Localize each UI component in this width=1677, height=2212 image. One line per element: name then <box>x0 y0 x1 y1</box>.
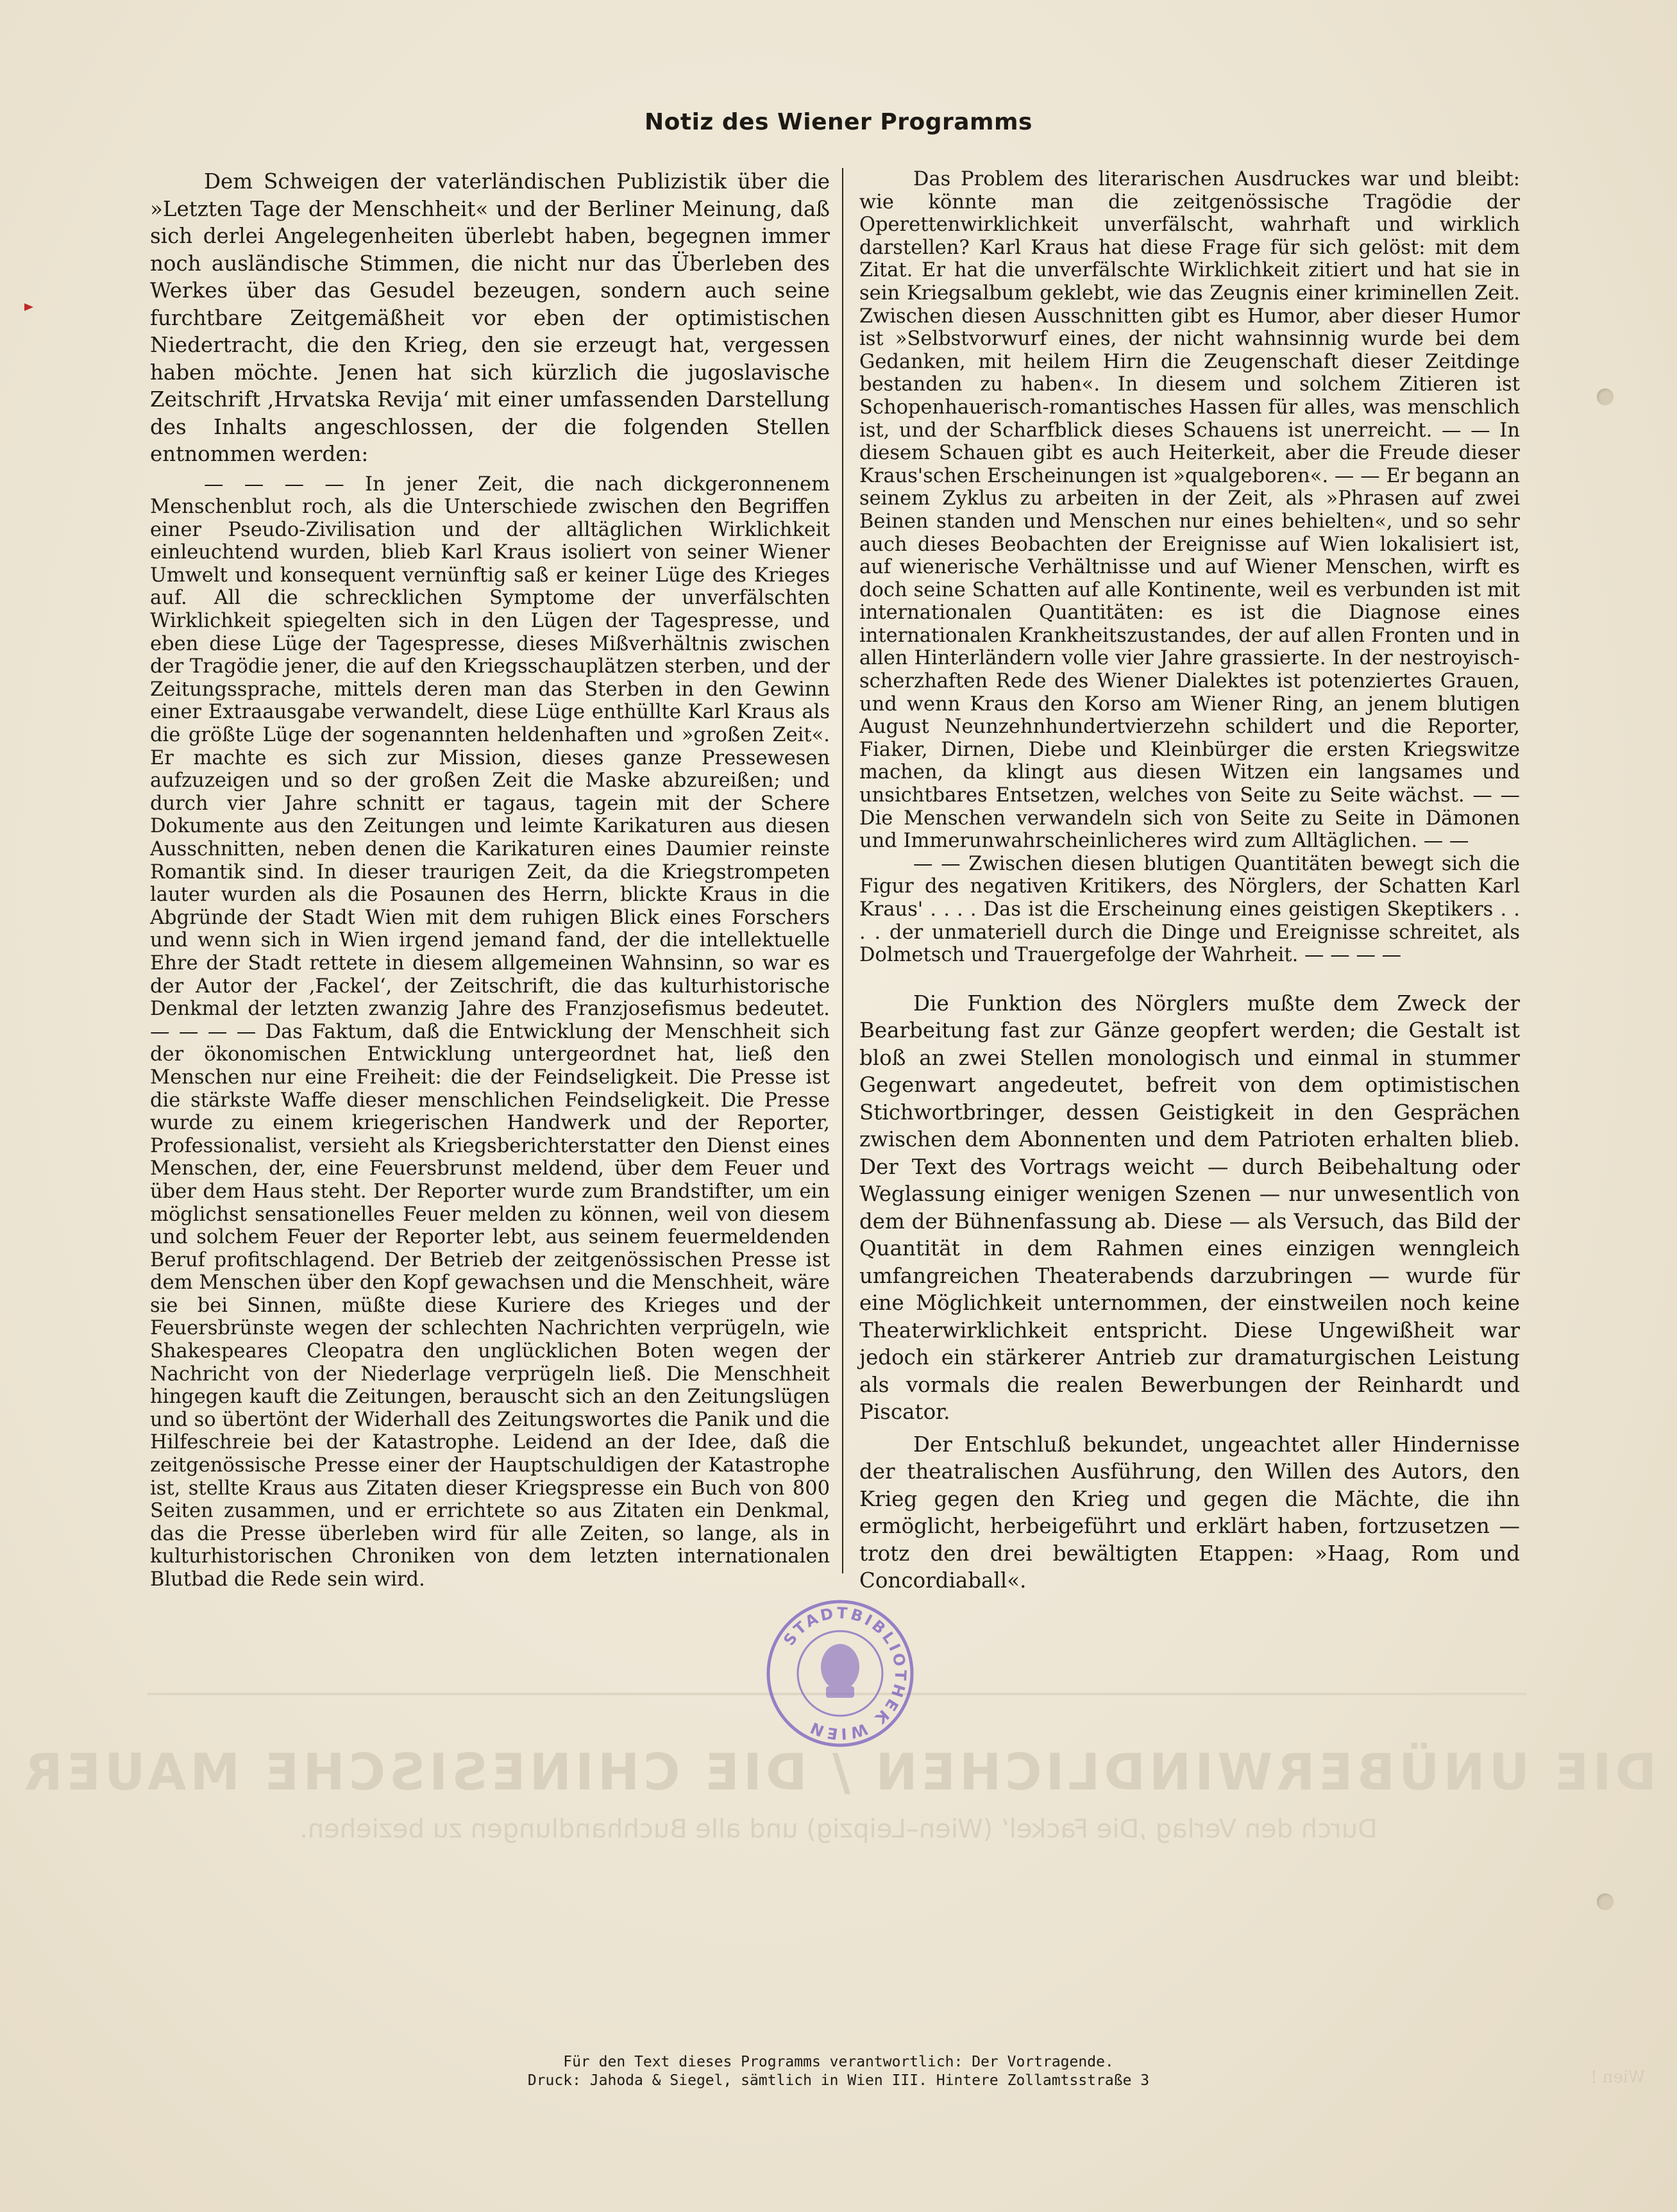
right-paragraph-1: Das Problem des literarischen Ausdruckes war und bleibt: wie könnte man die zeitgenössische Tragödie der Operettenwirklichkeit unverfälscht, wahrhaft und wirklich darstellen? Karl Kraus hat diese Frage für sich gelöst: mit dem Zitat. Er hat die unverfälschte Wirklichkeit zitiert und hat sie in sein Kriegsalbum geklebt, wie das Zeugnis einer kriminellen Zeit. Zwischen diesen Ausschnitten gibt es Humor, aber dieser Humor ist »Selbstvorwurf eines, der nicht wahnsinnig wurde bei dem Gedanken, mit heilem Hirn die Zeugenschaft dieser Zeitdinge bestanden zu haben«. In diesem und solchem Zitieren ist Schopenhauerisch-romantisches Hassen für alles, was menschlich ist, und der Scharfblick dieses Schauens ist unerreicht. — — In diesem Schauen gibt es auch Heiterkeit, aber die Freude dieser Kraus'schen Erscheinungen ist »qualgeboren«. — — Er begann an seinem Zyklus zu arbeiten in der Zeit, als »Phrasen auf zwei Beinen standen und Menschen nur eines behielten«, und so sehr auch dieses Beobachten der Ereignisse auf Wien lokalisiert ist, auf wienerische Verhältnisse und auf Wiener Menschen, wirft es doch seine Schatten auf alle Kontinente, weil es verbunden ist mit internationalen Quantitäten: es ist die Diagnose eines internationalen Krankheitszustandes, der auf allen Fronten und in allen Hinterländern volle vier Jahre grassierte. In der nestroyisch-scherzhaften Rede des Wiener Dialektes ist potenziertes Grauen, und wenn Kraus den Korso am Wiener Ring, an jenem blutigen August Neunzehnhundertvierzehn schildert und die Reporter, Fiaker, Dirnen, Diebe und Kleinbürger die ersten Kriegswitze machen, da klingt aus diesen Witzen ein langsames und unsichtbares Entsetzen, welches von Seite zu Seite wächst. — — Die Menschen verwandeln sich von Seite zu Seite in Dämonen und Immerunwahrscheinlicheres wird zum Alltäglichen. — — <box>859 168 1520 853</box>
show-through-corner: Wien ! <box>1590 2068 1646 2087</box>
punch-hole <box>1597 389 1614 405</box>
right-paragraph-2: — — Zwischen diesen blutigen Quantitäten bewegt sich die Figur des negativen Kritikers, des Nörglers, der Schatten Karl Kraus' . . . . Das ist die Erscheinung eines geistigen Skeptikers . . . . der unmateriell durch die Dinge und Ereignisse schreitet, als Dolmetsch und Trauergefolge der Wahrheit. — — — — <box>859 852 1520 967</box>
footer-printer-line: Druck: Jahoda & Siegel, sämtlich in Wien III. Hintere Zollamtsstraße 3 <box>527 2072 1150 2089</box>
footer-responsible-line: Für den Text dieses Programms verantwortlich: Der Vortragende. <box>563 2054 1114 2070</box>
punch-hole <box>1597 1893 1614 1910</box>
column-divider <box>842 168 843 1573</box>
intro-paragraph: Dem Schweigen der vaterländischen Publizistik über die »Letzten Tage der Menschheit« und der Berliner Meinung, daß sich derlei Angelegenheiten überlebt haben, begegnen immer noch ausländische Stimmen, die nicht nur das Überleben des Werkes über das Gesudel bezeugen, sondern auch seine furchtbare Zeitgemäßheit vor eben der optimistischen Niedertracht, die den Krieg, den sie erzeugt hat, vergessen haben möchte. Jenen hat sich kürzlich die jugoslavische Zeitschrift ‚Hrvatska Revija‘ mit einer umfassenden Darstellung des Inhalts angeschlossen, der die folgenden Stellen entnommen werden: <box>150 169 830 466</box>
right-column <box>859 168 1520 1595</box>
left-column <box>150 168 830 1591</box>
show-through-text-2: Durch den Verlag ‚Die Fackel‘ (Wien–Leipzig) und alle Buchhandlungen zu beziehen. <box>299 1814 1378 1844</box>
page-title: Notiz des Wiener Programms <box>645 109 1032 135</box>
library-stamp <box>763 1596 917 1750</box>
right-paragraph-3: Die Funktion des Nörglers mußte dem Zweck der Bearbeitung fast zur Gänze geopfert werden; die Gestalt ist bloß an zwei Stellen monologisch und einmal in stummer Gegenwart angedeutet, befreit von dem optimistischen Stichwortbringer, dessen Geistigkeit in den Gesprächen zwischen dem Abonnenten und dem Patrioten erhalten blieb. Der Text des Vortrags weicht — durch Beibehaltung oder Weglassung einiger wenigen Szenen — nur unwesentlich von dem der Bühnenfassung ab. Diese — als Versuch, das Bild der Quantität in dem Rahmen eines einzigen wenngleich umfangreichen Theaterabends darzubringen — wurde für eine Möglichkeit unternommen, der einstweilen noch keine Theaterwirklichkeit entspricht. Diese Ungewißheit war jedoch ein stärkerer Antrieb zur dramaturgischen Leistung als vormals die realen Bewerbungen der Reinhardt und Piscator. <box>859 991 1520 1425</box>
show-through-text: DIE UNÜBERWINDLICHEN / DIE CHINESISCHE MAUER <box>20 1744 1657 1802</box>
stamp-text: STADTBIBLIOTHEK WIEN <box>780 1604 910 1743</box>
quoted-paragraph: — — — — In jener Zeit, die nach dickgeronnenem Menschenblut roch, als die Unterschiede zwischen den Begriffen einer Pseudo-Zivilisation und der alltäglichen Wirklichkeit einleuchtend wurden, blieb Karl Kraus isoliert von seiner Wiener Umwelt und konsequent vernünftig saß er keiner Lüge des Krieges auf. All die schrecklichen Symptome der unverfälschten Wirklichkeit spiegelten sich in den Lügen der Tagespresse, und eben diese Lüge der Tagespresse, dieses Mißverhältnis zwischen der Tragödie jener, die auf den Kriegsschauplätzen sterben, und der Zeitungssprache, mittels deren man das Sterben in den Gewinn einer Extraausgabe verwandelt, diese Lüge enthüllte Karl Kraus als die größte Lüge der sogenannten heldenhaften und »großen Zeit«. Er machte es sich zur Mission, dieses ganze Pressewesen aufzuzeigen und so der großen Zeit die Maske abzureißen; und durch vier Jahre schnitt er tagaus, tagein mit der Schere Dokumente aus den Zeitungen und leimte Karikaturen aus diesen Ausschnitten, neben denen die Karikaturen eines Daumier reinste Romantik sind. In dieser traurigen Zeit, da die Kriegstrompeten lauter wurden als die Posaunen des Herrn, blickte Kraus in die Abgründe der Stadt Wien mit dem ruhigen Blick eines Forschers und wenn sich in Wien irgend jemand fand, der die intellektuelle Ehre der Stadt rettete in diesem allgemeinen Wahnsinn, so war es der Autor der ‚Fackel‘, der Zeitschrift, die das kulturhistorische Denkmal der letzten zwanzig Jahre des Franzjosefismus bedeutet. — — — — Das Faktum, daß die Entwicklung der Menschheit sich der ökonomischen Entwicklung untergeordnet hat, ließ den Menschen nur eine Freiheit: die der Feindseligkeit. Die Presse ist die stärkste Waffe dieser menschlichen Feindseligkeit. Die Presse wurde zu einem kriegerischen Handwerk und der Reporter, Professionalist, versieht als Kriegsberichterstatter den Dienst eines Menschen, der, eine Feuersbrunst meldend, über dem Feuer und über dem Haus steht. Der Reporter wurde zum Brandstifter, um ein möglichst sensationelles Feuer melden zu können, weil von diesem und solchem Feuer der Reporter lebt, aus seinem feuermeldenden Beruf profitschlagend. Der Betrieb der zeitgenössischen Presse ist dem Menschen über den Kopf gewachsen und die Menschheit, wäre sie bei Sinnen, müßte diese Kuriere des Krieges und der Feuersbrünste wegen der schlechten Nachrichten verprügeln, wie Shakespeares Cleopatra den unglücklichen Boten wegen der Nachricht von der Niederlage verprügeln ließ. Die Menschheit hingegen kauft die Zeitungen, berauscht sich an den Zeitungslügen und so übertönt der Widerhall des Zeitungswortes die Panik und die Hilfeschreie bei der Katastrophe. Leidend an der Idee, daß die zeitgenössische Presse einer der Hauptschuldigen der Katastrophe ist, stellte Kraus aus Zitaten dieser Kriegspresse ein Buch von 800 Seiten zusammen, und er errichtete so aus Zitaten ein Denkmal, das die Presse überleben wird für alle Zeiten, so lange, als in kulturhistorischen Chroniken von dem letzten internationalen Blutbad die Rede sein wird. <box>150 473 830 1591</box>
margin-mark <box>24 303 33 311</box>
right-paragraph-4: Der Entschluß bekundet, ungeachtet aller Hindernisse der theatralischen Ausführung, den Willen des Autors, den Krieg gegen den Krieg und gegen die Mächte, die ihn ermöglicht, herbeigeführt und erklärt haben, fortzusetzen — trotz den drei bewältigten Etappen: »Haag, Rom und Concordiaball«. <box>859 1432 1520 1593</box>
footer <box>0 2053 1677 2090</box>
